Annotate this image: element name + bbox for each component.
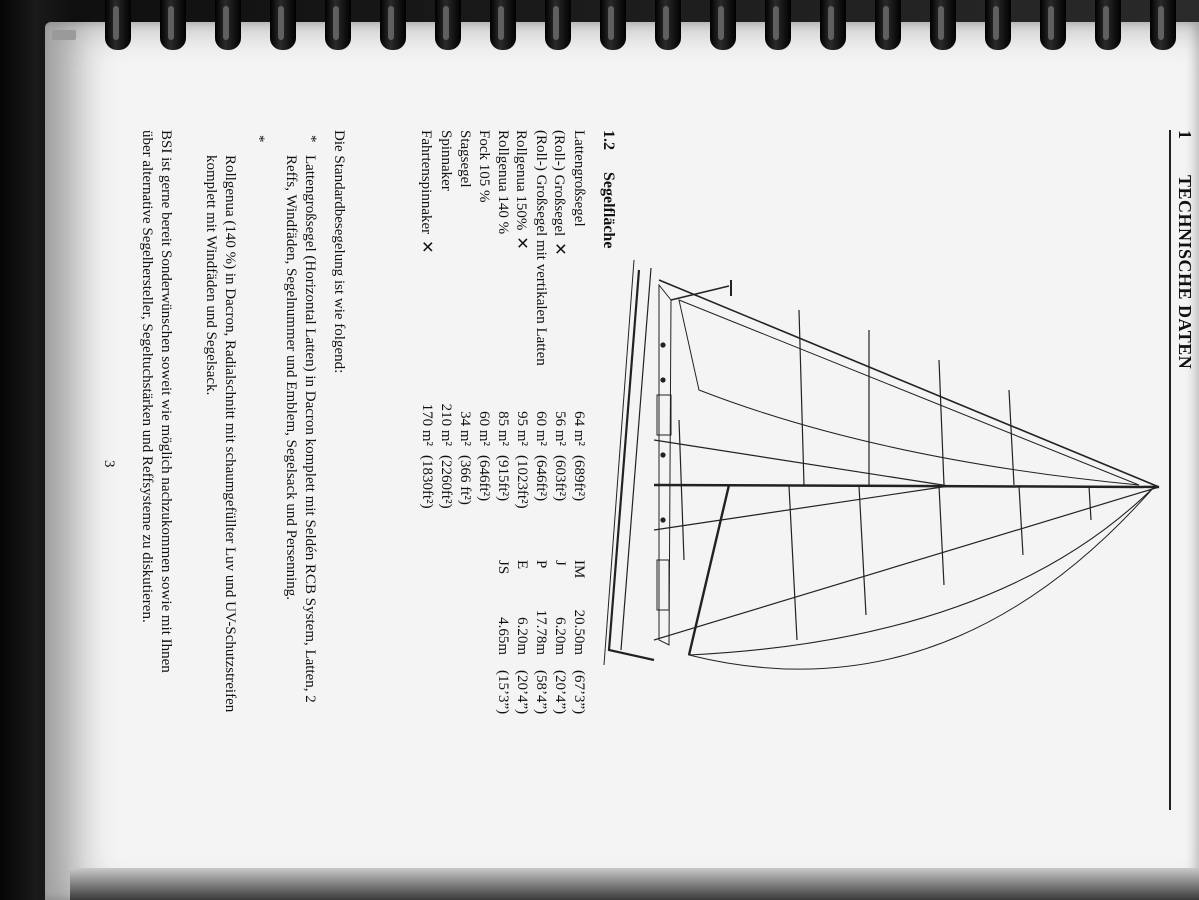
sail-area-sqft: (1023ft²) <box>514 455 530 509</box>
sail-area: 95 m² <box>514 411 530 446</box>
dimension-value: 17.78m <box>533 609 549 655</box>
sail-area: 85 m² <box>495 411 511 446</box>
sail-name: Spinnaker <box>438 130 454 191</box>
sail-name: (Roll-) Großsegel mit vertikalen Latten <box>533 130 549 366</box>
page-number: 3 <box>101 460 117 468</box>
dimension-feet: (67’3”) <box>571 670 587 715</box>
sail-area-sqft: (2260ft²) <box>438 455 454 509</box>
dimension-feet: (15’3”) <box>495 670 511 715</box>
sail-area: 210 m² <box>438 403 454 446</box>
sail-area: 170 m² <box>419 403 435 446</box>
sail-name: (Roll-) Großsegel✕ <box>551 130 570 256</box>
closing-line: BSI ist gerne bereit Sonderwünschen soweit wie möglich nachzukommen sowie mit Ihnen <box>158 130 174 673</box>
dimension-code: E <box>514 560 530 570</box>
dimension-code: IM <box>571 560 587 579</box>
dimension-feet: (20’4”) <box>514 670 530 715</box>
sail-name: Stagsegel <box>457 130 473 188</box>
handwritten-cross-mark: ✕ <box>418 240 437 254</box>
sail-name: Rollgenua 150%✕ <box>513 130 532 250</box>
sail-area: 34 m² <box>457 411 473 446</box>
sail-area-sqft: (366 ft²) <box>457 455 473 505</box>
closing-paragraph <box>137 130 175 770</box>
bullet-marker: * <box>303 135 319 143</box>
section-number: 1.2 <box>600 130 617 150</box>
section-title: Segelfläche <box>600 172 617 249</box>
sail-area-sqft: (1830ft²) <box>419 455 435 509</box>
sail-area-sqft: (915ft²) <box>495 455 511 502</box>
sail-name: Lattengroßsegel <box>571 130 587 227</box>
sail-area: 60 m² <box>476 411 492 446</box>
bullet-line: komplett mit Windfäden und Segelsack. <box>203 155 219 396</box>
dimension-code: J <box>552 560 568 566</box>
bullet-item-mainsail <box>281 155 319 795</box>
sail-area-sqft: (646ft²) <box>533 455 549 502</box>
sail-area: 60 m² <box>533 411 549 446</box>
intro-text: Die Standardbesegelung ist wie folgend: <box>331 130 347 374</box>
bullet-item-genoa <box>201 155 239 795</box>
sail-name: Fock 105 % <box>476 130 492 203</box>
sail-area: 64 m² <box>571 411 587 446</box>
bullet-line: Lattengroßsegel (Horizontal Latten) in Dacron komplett mit Seldén RCB System, Latten, 2 <box>302 155 318 703</box>
chapter-number: 1 <box>1175 130 1195 139</box>
bullet-marker: * <box>251 135 267 143</box>
handwritten-cross-mark: ✕ <box>551 242 570 256</box>
dimension-value: 20.50m <box>571 609 587 655</box>
dimension-code: JS <box>495 560 511 575</box>
bullet-line: Reffs, Windfäden, Segelnummer und Emblem, Segelsack und Persenning. <box>283 155 299 601</box>
sail-name: Rollgenua 140 % <box>495 130 511 235</box>
handwritten-cross-mark: ✕ <box>513 236 532 250</box>
dimension-value: 6.20m <box>552 617 568 655</box>
sail-area-sqft: (646ft²) <box>476 455 492 502</box>
sail-area-sqft: (689ft²) <box>571 455 587 502</box>
dimension-code: P <box>533 560 549 569</box>
closing-line: über alternative Segelhersteller, Segeltuchstärken und Reffsysteme zu diskutieren. <box>139 130 155 623</box>
dimension-feet: (58’4”) <box>533 670 549 715</box>
bullet-line: Rollgenua (140 %) in Dacron, Radialschnitt mit schaumgefüllter Luv und UV-Schutzstreifen <box>222 155 238 713</box>
dimension-value: 4.65m <box>495 617 511 655</box>
sail-name: Fahrtenspinnaker✕ <box>418 130 437 254</box>
sail-area-sqft: (603ft²) <box>552 455 568 502</box>
dimension-feet: (20’4”) <box>552 670 568 715</box>
dimension-value: 6.20m <box>514 617 530 655</box>
chapter-title: TECHNISCHE DATEN <box>1175 175 1195 370</box>
sail-area: 56 m² <box>552 411 568 446</box>
